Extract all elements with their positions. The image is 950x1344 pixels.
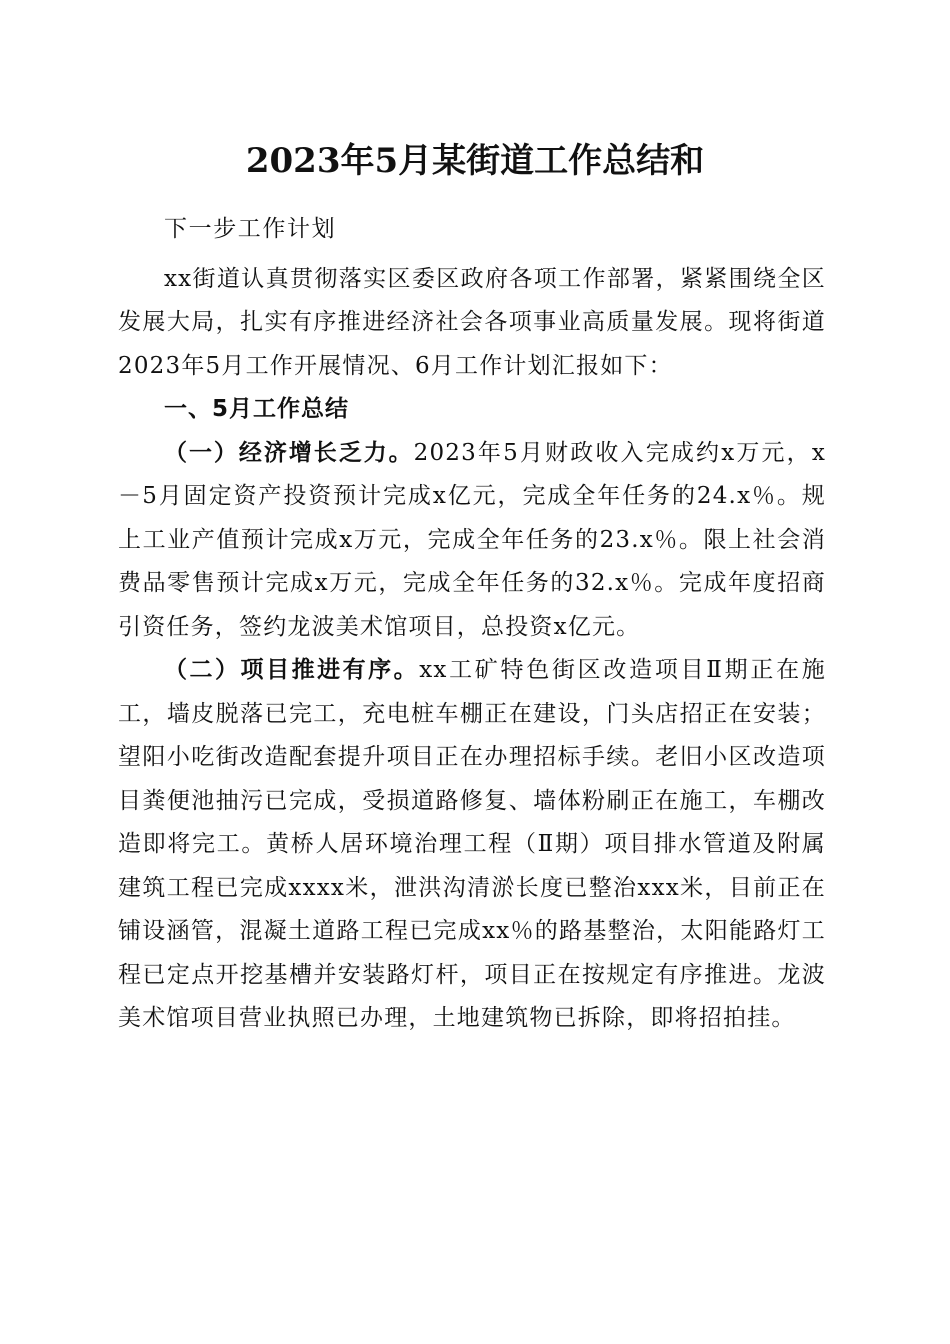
item-projects-body: xx工矿特色街区改造项目Ⅱ期正在施工，墙皮脱落已完工，充电桩车棚正在建设，门头店招正在安装；望阳小吃街改造配套提升项目正在办理招标手续。老旧小区改造项目粪便池抽污已完成，受损道路修复、墙体粉刷正在施工，车棚改造即将完工。黄桥人居环境治理工程（Ⅱ期）项目排水管道及附属建筑工程已完成xxxx米，泄洪沟清淤长度已整治xxx米，目前正在铺设涵管，混凝土道路工程已完成xx％的路基整治，太阳能路灯工程已定点开挖基槽并安装路灯杆，项目正在按规定有序推进。龙波美术馆项目营业执照已办理，土地建筑物已拆除，即将招拍挂。 (118, 657, 827, 1031)
document-title: 2023年5月某街道工作总结和 (245, 141, 705, 181)
item-projects-paragraph (118, 649, 826, 1041)
document-body (118, 208, 826, 1041)
item-economy-body: 2023年5月财政收入完成约x万元，x－5月固定资产投资预计完成x亿元，完成全年任务的24.x％。规上工业产值预计完成x万元，完成全年任务的23.x％。限上社会消费品零售预计完成x万元，完成全年任务的32.x％。完成年度招商引资任务，签约龙波美术馆项目，总投资x亿元。 (118, 439, 826, 640)
item-projects-lead: （二）项目推进有序。 (164, 657, 420, 683)
intro-paragraph: xx街道认真贯彻落实区委区政府各项工作部署，紧紧围绕全区发展大局，扎实有序推进经济社会各项事业高质量发展。现将街道2023年5月工作开展情况、6月工作计划汇报如下： (118, 265, 826, 379)
document-subtitle: 下一步工作计划 (164, 216, 337, 242)
item-economy-paragraph (118, 432, 826, 650)
section-heading-summary: 一、5月工作总结 (164, 396, 350, 422)
item-economy-lead: （一）经济增长乏力。 (164, 439, 414, 466)
